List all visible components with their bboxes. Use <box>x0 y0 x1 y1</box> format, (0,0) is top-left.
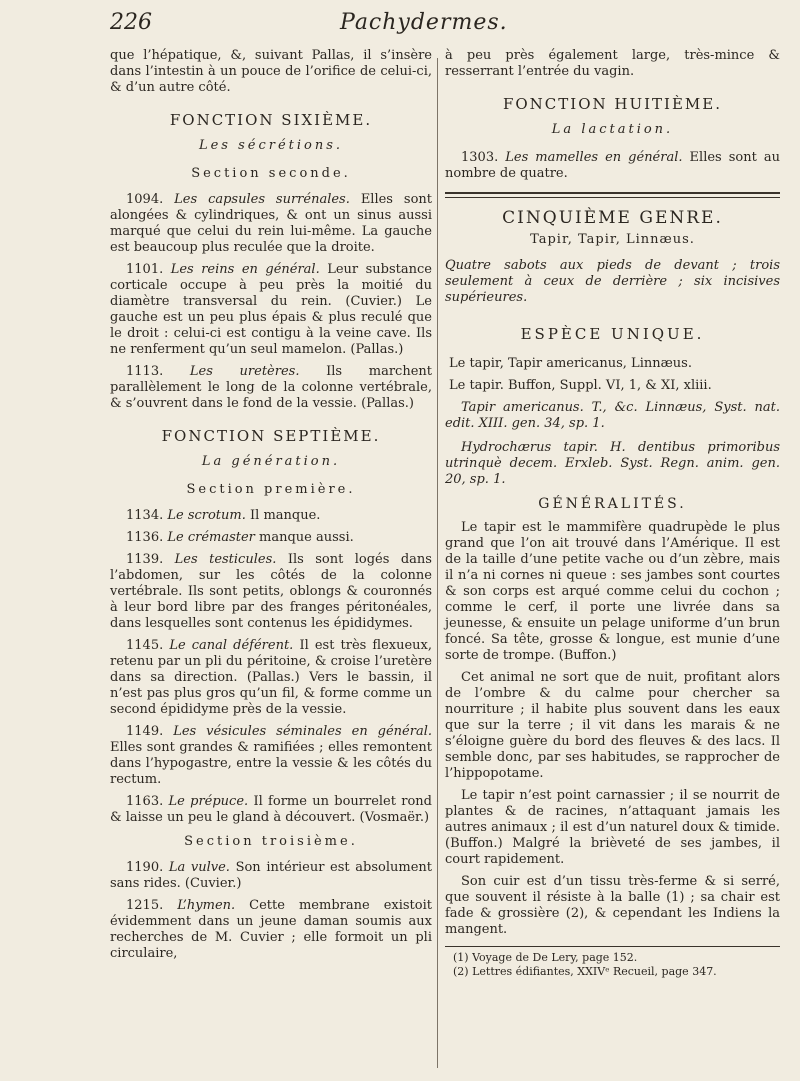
para-number: 1145. <box>126 638 164 653</box>
para-term: Les mamelles en général. <box>505 150 683 165</box>
para-term: Les testicules. <box>174 552 277 567</box>
generalites-paragraph-3: Le tapir n’est point carnassier ; il se nourrit de plantes & de racines, n’attaquant jamais les autres animaux ; il est d’un naturel doux & timide. (Buffon.) Malgré la brièveté de ses jambes, il court rapidement. <box>445 788 780 867</box>
para-text: Elles sont au nombre de quatre. <box>445 150 780 181</box>
para-text: Leur substance corticale occupe à peu près la moitié du diamètre transversal du rein. (Cuvier.) Le gauche est un peu plus épais & plus reculé que le droit : celui-ci est contigu à la veine cave. Ils ne renferment qu’un seul mamelon. (Pallas.) <box>110 262 432 357</box>
para-number: 1113. <box>126 364 164 379</box>
para-term: Le prépuce. <box>168 794 249 809</box>
para-text: Il forme un bourrelet rond & laisse un peu le gland à découvert. (Vosmaër.) <box>110 794 432 825</box>
synonym-hydrochaerus: Hydrochærus tapir. H. dentibus primoribus utrinquè decem. Erxleb. Syst. Regn. anim. gen. 20, sp. 1. <box>445 440 780 487</box>
generalites-paragraph-1: Le tapir est le mammifère quadrupède le plus grand que l’on ait trouvé dans l’Amérique. Il est de la taille d’une petite vache ou d’un zèbre, mais il n’a ni cornes ni queue : ses jambes sont courtes & son corps est arqué comme celui du cochon ; comme le cerf, il porte une livrée dans sa jeunesse, & ensuite un pelage uniforme d’un brun foncé. Sa tête, grosse & longue, est munie d’une sorte de trompe. (Buffon.) <box>445 520 780 663</box>
para-number: 1094. <box>126 192 164 207</box>
paragraph-1145 <box>110 638 432 718</box>
para-term: La vulve. <box>168 860 230 875</box>
page-number: 226 <box>110 10 152 35</box>
paragraph-1149 <box>110 724 432 788</box>
para-text: Son intérieur est absolument sans rides. (Cuvier.) <box>110 860 432 891</box>
fonction-huitieme-heading: FONCTION HUITIÈME. <box>502 95 723 113</box>
generalites-heading: GÉNÉRALITÉS. <box>538 496 687 512</box>
para-term: Les capsules surrénales. <box>174 192 350 207</box>
para-number: 1134. <box>126 508 164 523</box>
section-troisieme-heading: Section troisième. <box>184 834 358 849</box>
column-divider <box>437 58 438 1068</box>
footnote-1: (1) Voyage de De Lery, page 152. <box>453 951 638 964</box>
fonction-sixieme-heading: FONCTION SIXIÈME. <box>169 111 373 129</box>
para-number: 1190. <box>126 860 164 875</box>
species-name-linnaeus: Le tapir, Tapir americanus, Linnæus. <box>449 356 692 371</box>
secretions-subtitle: Les sécrétions. <box>198 138 344 153</box>
lactation-subtitle: La lactation. <box>551 122 674 137</box>
genre-names: Tapir, Tapir, Linnæus. <box>530 232 695 247</box>
intro-text: que l’hépatique, &, suivant Pallas, il s’insère dans l’intestin à un pouce de l’orifice de celui-ci, & d’un autre côté. <box>110 48 432 95</box>
running-title: Pachydermes. <box>340 10 508 35</box>
para-text: Il est très flexueux, retenu par un pli du péritoine, & croise l’uretère dans sa direction. (Pallas.) Vers le bassin, il n’est pas plus gros qu’un fil, & forme comme un second épididyme près de la vessie. <box>110 638 433 717</box>
paragraph-1134 <box>110 508 432 524</box>
para-text: Elles sont grandes & ramifiées ; elles remontent dans l’hypogastre, entre la vessie & les côtés du rectum. <box>110 740 432 787</box>
species-name-buffon: Le tapir. Buffon, Suppl. VI, 1, & XI, xliii. <box>449 378 712 393</box>
espece-heading: ESPÈCE UNIQUE. <box>520 325 705 343</box>
para-term: L’hymen. <box>177 898 236 913</box>
genre-description: Quatre sabots aux pieds de devant ; trois seulement à ceux de derrière ; six incisives supérieures. <box>445 258 780 305</box>
generation-subtitle: La génération. <box>201 454 341 469</box>
para-term: Le scrotum. <box>167 508 246 523</box>
generalites-paragraph-4: Son cuir est d’un tissu très-ferme & si serré, que souvent il résiste à la balle (1) ; sa chair est fade & grossière (2), & cependant les Indiens la mangent. <box>445 874 780 937</box>
section-rule <box>445 192 780 198</box>
para-number: 1101. <box>126 262 164 277</box>
paragraph-1303 <box>445 150 780 182</box>
paragraph-1101 <box>110 262 432 358</box>
page-header <box>110 8 800 46</box>
para-number: 1149. <box>126 724 164 739</box>
paragraph-1094 <box>110 192 432 256</box>
paragraph-1190 <box>110 860 432 892</box>
para-text: Il manque. <box>250 508 321 523</box>
footnote-rule <box>445 946 780 947</box>
generalites-paragraph-2: Cet animal ne sort que de nuit, profitant alors de l’ombre & du calme pour chercher sa nourriture ; il habite plus souvent dans les eaux que sur la terre ; il vit dans les marais & ne s’éloigne guère du bord des fleuves & des lacs. Il semble donc, par ses habitudes, se rapprocher de l’hippopotame. <box>445 670 780 781</box>
para-number: 1139. <box>126 552 164 567</box>
paragraph-1163 <box>110 794 432 826</box>
para-number: 1136. <box>126 530 164 545</box>
fonction-septieme-heading: FONCTION SEPTIÈME. <box>161 427 381 445</box>
para-text: Cette membrane existoit évidemment dans un jeune daman soumis aux recherches de M. Cuvier ; elle formoit un pli circulaire, <box>110 898 432 961</box>
para-text: Ils sont logés dans l’abdomen, sur les côtés de la colonne vertébrale. Ils sont petits, oblongs & couronnés à leur bord libre par des franges péritonéales, dans lesquelles sont contenus les épididymes. <box>110 552 432 631</box>
right-column <box>445 48 780 979</box>
para-term: Les reins en général. <box>170 262 320 277</box>
paragraph-1215 <box>110 898 432 962</box>
synonym-tapir-americanus: Tapir americanus. T., &c. Linnæus, Syst. nat. edit. XIII. gen. 34, sp. 1. <box>445 400 780 431</box>
para-text: manque aussi. <box>259 530 354 545</box>
genre-heading: CINQUIÈME GENRE. <box>502 208 723 228</box>
para-number: 1163. <box>126 794 164 809</box>
paragraph-1139 <box>110 552 432 632</box>
paragraph-1113 <box>110 364 432 412</box>
para-term: Le canal déférent. <box>169 638 294 653</box>
para-text: Ils marchent parallèlement le long de la colonne vertébrale, & s’ouvrent dans le fond de la vessie. (Pallas.) <box>110 364 432 411</box>
paragraph-1136 <box>110 530 432 546</box>
para-term: Les uretères. <box>189 364 300 379</box>
continued-text: à peu près également large, très-mince & resserrant l’entrée du vagin. <box>445 48 780 79</box>
section-premiere-heading: Section première. <box>186 482 356 497</box>
left-column <box>110 48 432 968</box>
section-seconde-heading: Section seconde. <box>191 166 351 181</box>
para-term: Le crémaster <box>167 530 255 545</box>
footnote-2: (2) Lettres édifiantes, XXIVᵉ Recueil, page 347. <box>453 965 717 978</box>
para-number: 1303. <box>461 150 499 165</box>
para-number: 1215. <box>126 898 164 913</box>
para-text: Elles sont alongées & cylindriques, & ont un sinus aussi marqué que celui du rein lui-même. La gauche est beaucoup plus reculée que la droite. <box>110 192 433 255</box>
para-term: Les vésicules séminales en général. <box>173 724 432 739</box>
